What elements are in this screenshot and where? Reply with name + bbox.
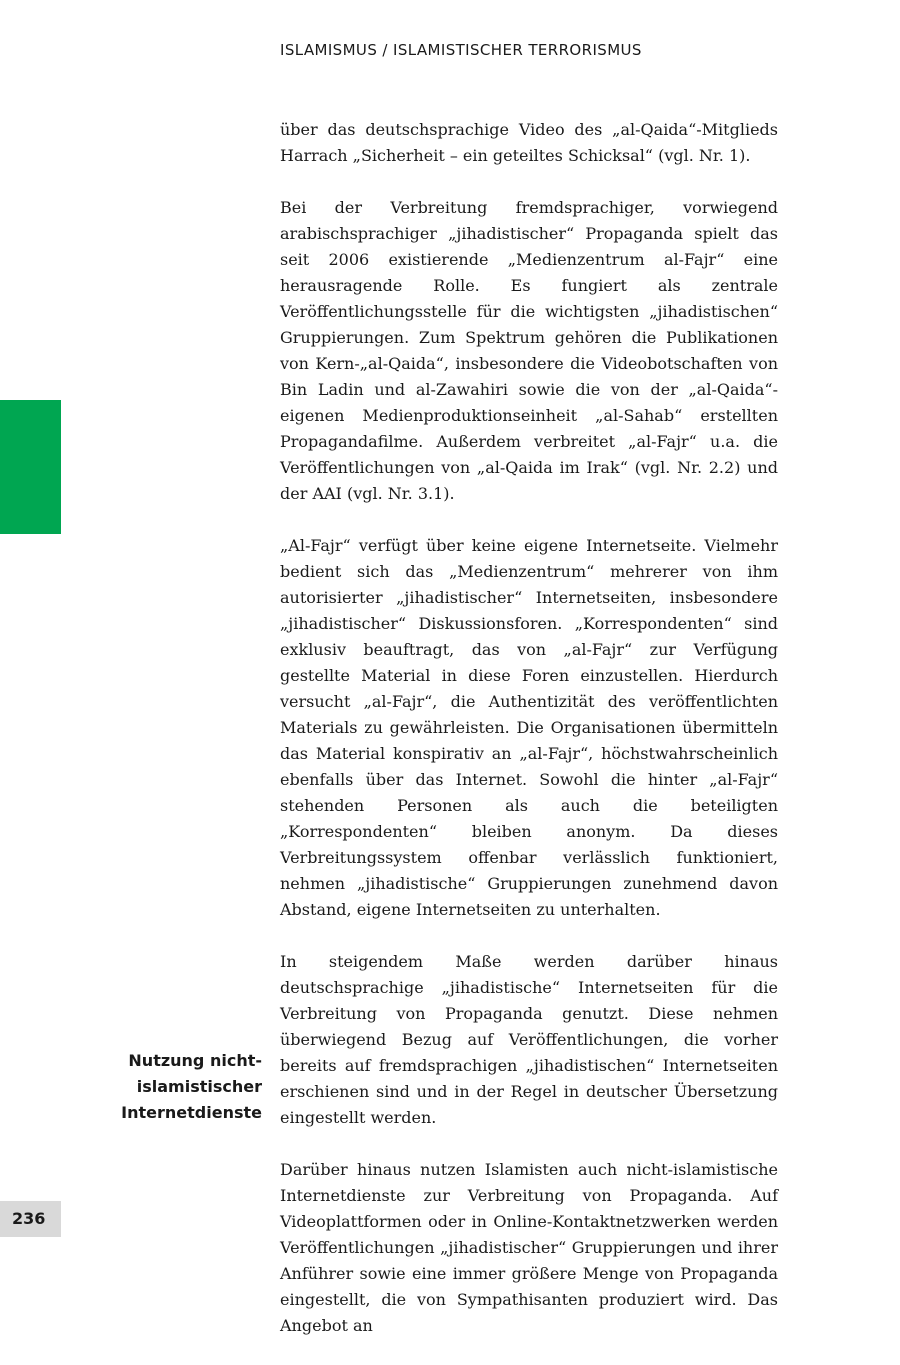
page-number: 236 xyxy=(12,1209,46,1228)
paragraph: über das deutschsprachige Video des „al-Qaida“-Mitglieds Harrach „Sicherheit – ein geteiltes Schicksal“ (vgl. Nr. 1). xyxy=(280,120,778,165)
running-head: ISLAMISMUS / ISLAMISTISCHER TERRORISMUS xyxy=(280,41,642,59)
page-number-box xyxy=(0,1201,61,1237)
paragraph: „Al-Fajr“ verfügt über keine eigene Internetseite. Vielmehr bedient sich das „Medienzentrum“ mehrerer von ihm autorisierter „jihadistischer“ Internetseiten, insbesondere „jihadistischer“ Diskussionsforen. „Korrespondenten“ sind exklusiv beauftragt, das von „al-Fajr“ zur Verfügung gestellte Material in diese Foren einzustellen. Hierdurch versucht „al-Fajr“, die Authentizität des veröffentlichten Materials zu gewährleisten. Die Organisationen übermitteln das Material konspirativ an „al-Fajr“, höchstwahrscheinlich ebenfalls über das Internet. Sowohl die hinter „al-Fajr“ stehenden Personen als auch die beteiligten „Korrespondenten“ bleiben anonym. Da dieses Verbreitungssystem offenbar verlässlich funktioniert, nehmen „jihadistische“ Gruppierungen zunehmend davon Abstand, eigene Internetseiten zu unterhalten. xyxy=(280,536,778,919)
paragraph: Bei der Verbreitung fremdsprachiger, vorwiegend arabischsprachiger „jihadistischer“ Propaganda spielt das seit 2006 existierende „Medienzentrum al-Fajr“ eine herausragende Rolle. Es fungiert als zentrale Veröffentlichungsstelle für die wichtigsten „jihadistischen“ Gruppierungen. Zum Spektrum gehören die Publikationen von Kern-„al-Qaida“, insbesondere die Videobotschaften von Bin Ladin und al-Zawahiri sowie die von der „al-Qaida“-eigenen Medienproduktionseinheit „al-Sahab“ erstellten Propagandafilme. Außerdem verbreitet „al-Fajr“ u.a. die Veröffentlichungen von „al-Qaida im Irak“ (vgl. Nr. 2.2) und der AAI (vgl. Nr. 3.1). xyxy=(280,198,778,503)
paragraph: In steigendem Maße werden darüber hinaus deutschsprachige „jihadistische“ Internetseiten für die Verbreitung von Propaganda genutzt. Diese nehmen überwiegend Bezug auf Veröffentlichungen, die vorher bereits auf fremdsprachigen „jihadistischen“ Internetseiten erschienen sind und in der Regel in deutscher Übersetzung eingestellt werden. xyxy=(280,952,778,1127)
chapter-tab-marker xyxy=(0,400,61,534)
body-text xyxy=(280,117,778,1365)
side-heading: Nutzung nicht-islamistischer Internetdienste xyxy=(121,1051,262,1122)
paragraph: Darüber hinaus nutzen Islamisten auch nicht-islamistische Internetdienste zur Verbreitung von Propaganda. Auf Videoplattformen oder in Online-Kontaktnetzwerken werden Veröffentlichungen „jihadistischer“ Gruppierungen und ihrer Anführer sowie eine immer größere Menge von Propaganda eingestellt, die von Sympathisanten produziert wird. Das Angebot an xyxy=(280,1160,778,1335)
